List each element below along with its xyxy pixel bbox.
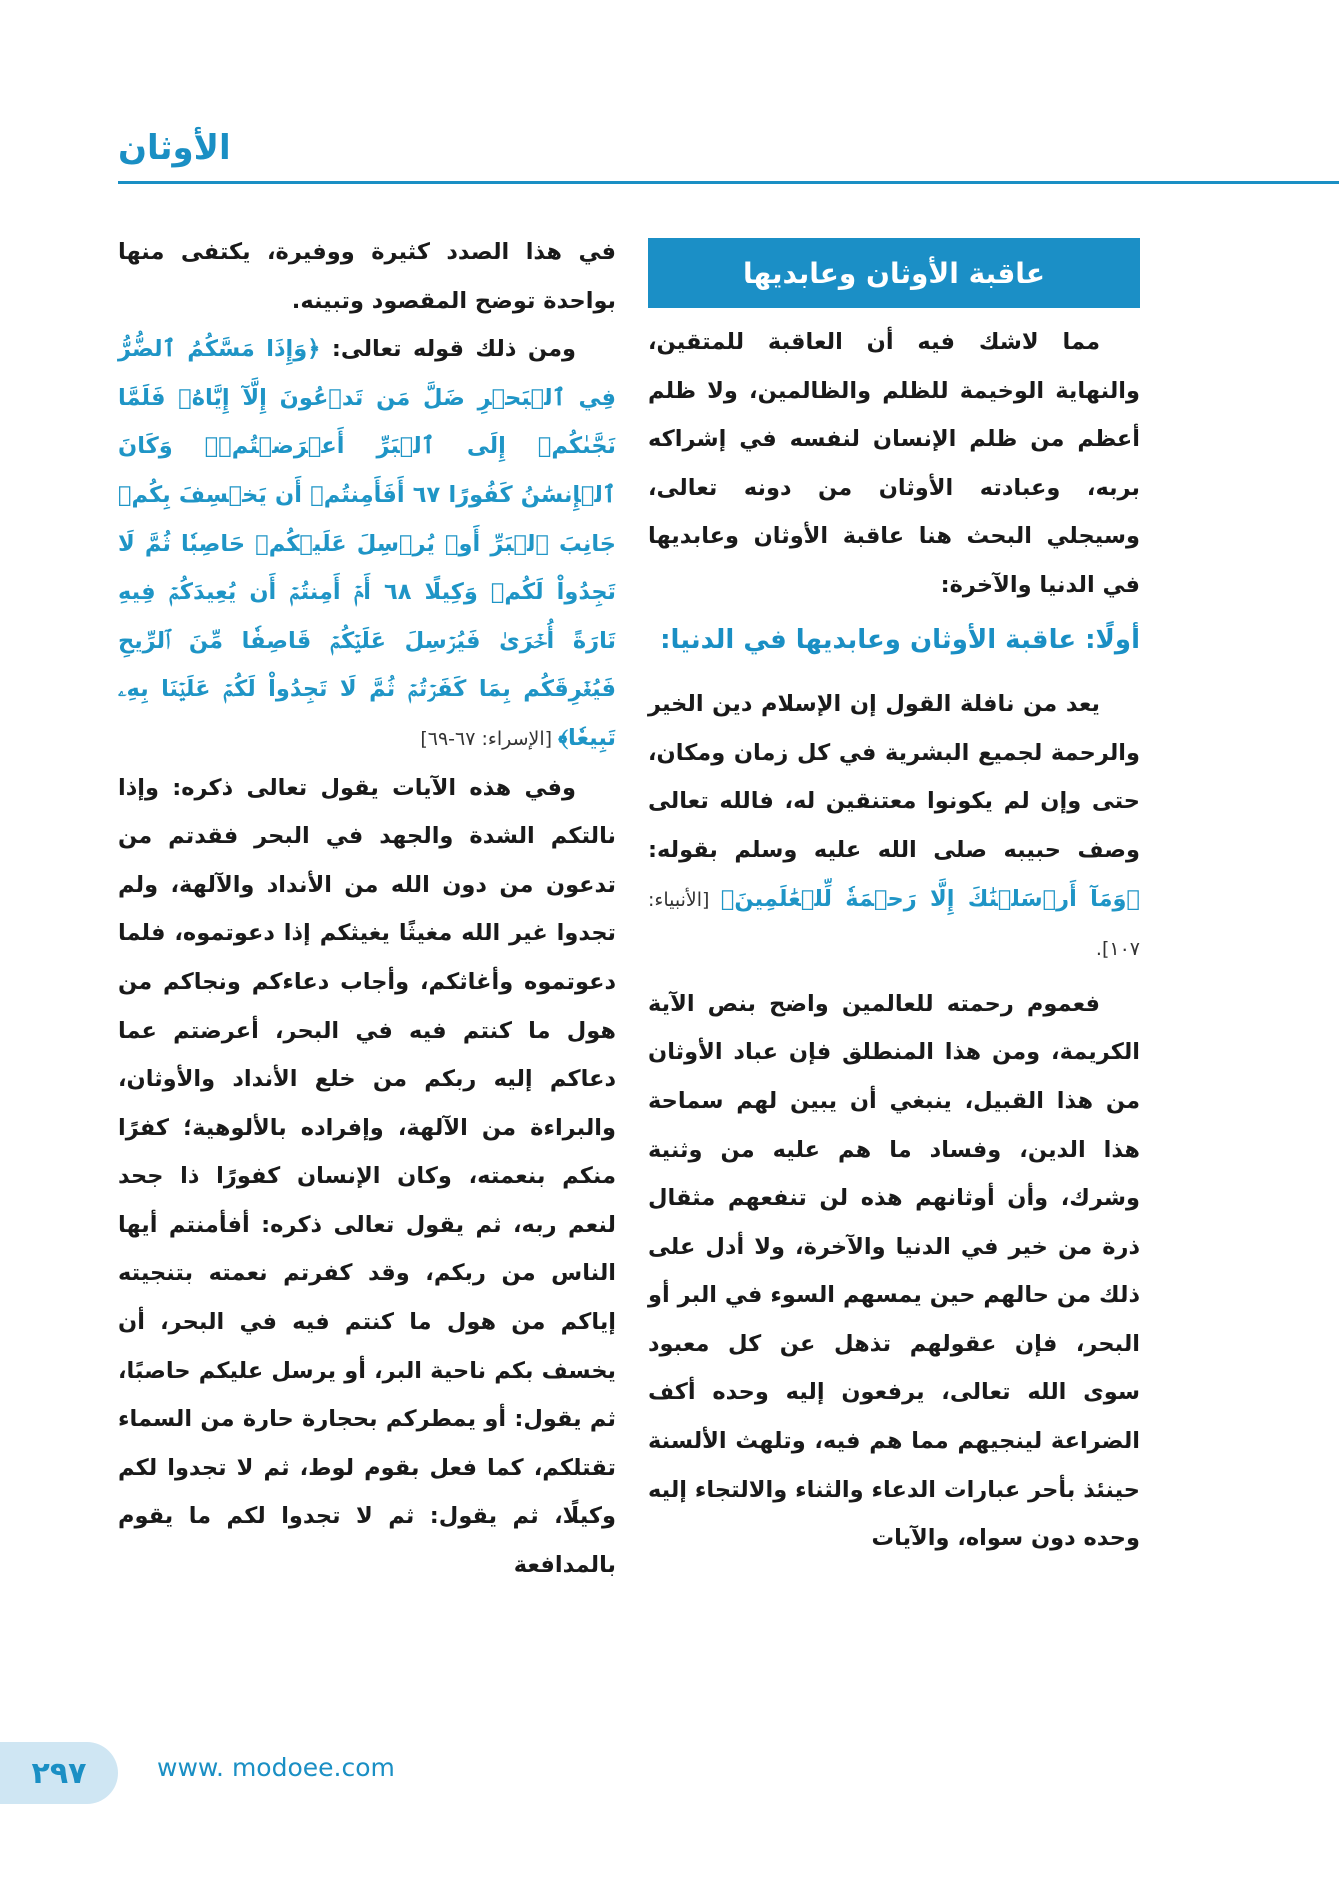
footer-url: www. modoee.com <box>157 1753 395 1782</box>
verse-reference: [الأنبياء: ١٠٧]. <box>648 888 1140 961</box>
paragraph: في هذا الصدد كثيرة ووفيرة، يكتفى منها بواحدة توضح المقصود وتبينه. <box>118 239 616 314</box>
subheading: أولًا: عاقبة الأوثان وعابديها في الدنيا: <box>660 624 1140 655</box>
paragraph: وفي هذه الآيات يقول تعالى ذكره: وإذا نالتكم الشدة والجهد في البحر فقدتم من تدعون من دون الله من الأنداد والآلهة، ولم تجدوا غير الله مغيثًا يغيثكم إذا دعوتموه، فلما دعوتموه وأغاثكم، وأجاب دعاءكم ونجاكم من هول ما كنتم فيه في البحر، أعرضتم عما دعاكم إليه ربكم من خلع الأنداد والأوثان، والبراءة من الآلهة، وإفراده بالألوهية؛ كفرًا منكم بنعمته، وكان الإنسان كفورًا ذا جحد لنعم ربه، ثم يقول تعالى ذكره: أفأمنتم أيها الناس من ربكم، وقد كفرتم نعمته بتنجيته إياكم من هول ما كنتم فيه في البحر، أن يخسف بكم ناحية البر، أو يرسل عليكم حاصبًا، ثم يقول: أو يمطركم بحجارة حارة من السماء تقتلكم، كما فعل بقوم لوط، ثم لا تجدوا لكم وكيلًا، ثم يقول: ثم لا تجدوا لكم ما يقوم بالمدافعة <box>118 774 616 1579</box>
quran-verse: ﴿وَإِذَا مَسَّكُمُ ٱلضُّرُّ فِي ٱلۡبَحۡرِ ضَلَّ مَن تَدۡعُونَ إِلَّآ إِيَّاهُۖ فَلَمَّا نَجَّىٰكُمۡ إِلَى ٱلۡبَرِّ أَعۡرَضۡتُمۡۚ وَكَانَ ٱلۡإِنسَٰنُ كَفُورًا ٦٧ أَفَأَمِنتُمۡ أَن يَخۡسِفَ بِكُمۡ جَانِبَ ٱلۡبَرِّ أَوۡ يُرۡسِلَ عَلَيۡكُمۡ حَاصِبٗا ثُمَّ لَا تَجِدُواْ لَكُمۡ وَكِيلًا ٦٨ أَمۡ أَمِنتُمۡ أَن يُعِيدَكُمۡ فِيهِ تَارَةً أُخۡرَىٰ فَيُرۡسِلَ عَلَيۡكُمۡ قَاصِفٗا مِّنَ ٱلرِّيحِ فَيُغۡرِقَكُم بِمَا كَفَرۡتُمۡ ثُمَّ لَا تَجِدُواْ لَكُمۡ عَلَيۡنَا بِهِۦ تَبِيعٗا﴾ <box>118 336 616 751</box>
right-column <box>648 318 1140 1563</box>
quran-verse: ﴿وَمَآ أَرۡسَلۡنَٰكَ إِلَّا رَحۡمَةٗ لِّلۡعَٰلَمِينَ﴾ <box>720 885 1140 912</box>
header-divider <box>118 181 1339 184</box>
paragraph-text: يعد من نافلة القول إن الإسلام دين الخير والرحمة لجميع البشرية في كل زمان ومكان، حتى وإن لم يكونوا معتنقين له، فالله تعالى وصف حبيبه صلى الله عليه وسلم بقوله: <box>648 691 1140 863</box>
section-heading: عاقبة الأوثان وعابديها <box>648 238 1140 308</box>
page-number: ٢٩٧ <box>31 1755 87 1791</box>
left-column <box>118 228 616 1590</box>
running-header-title: الأوثان <box>118 128 231 168</box>
paragraph-text: ومن ذلك قوله تعالى: <box>320 336 576 363</box>
paragraph <box>648 680 1140 974</box>
paragraph: مما لاشك فيه أن العاقبة للمتقين، والنهاية الوخيمة للظلم والظالمين، ولا ظلم أعظم من ظلم الإنسان لنفسه في إشراكه بربه، وعبادته الأوثان من دونه تعالى، وسيجلي البحث هنا عاقبة الأوثان وعابديها في الدنيا والآخرة: <box>648 329 1140 598</box>
page-number-badge <box>0 1742 118 1804</box>
verse-reference: [الإسراء: ٦٧-٦٩] <box>420 727 559 750</box>
paragraph: فعموم رحمته للعالمين واضح بنص الآية الكريمة، ومن هذا المنطلق فإن عباد الأوثان من هذا القبيل، ينبغي أن يبين لهم سماحة هذا الدين، وفساد ما هم عليه من وثنية وشرك، وأن أوثانهم هذه لن تنفعهم مثقال ذرة من خير في الدنيا والآخرة، ولا أدل على ذلك من حالهم حين يمسهم السوء في البر أو البحر، فإن عقولهم تذهل عن كل معبود سوى الله تعالى، يرفعون إليه وحده أكف الضراعة لينجيهم مما هم فيه، وتلهث الألسنة حينئذ بأحر عبارات الدعاء والثناء والالتجاء إليه وحده دون سواه، والآيات <box>648 990 1140 1552</box>
paragraph <box>118 325 616 763</box>
